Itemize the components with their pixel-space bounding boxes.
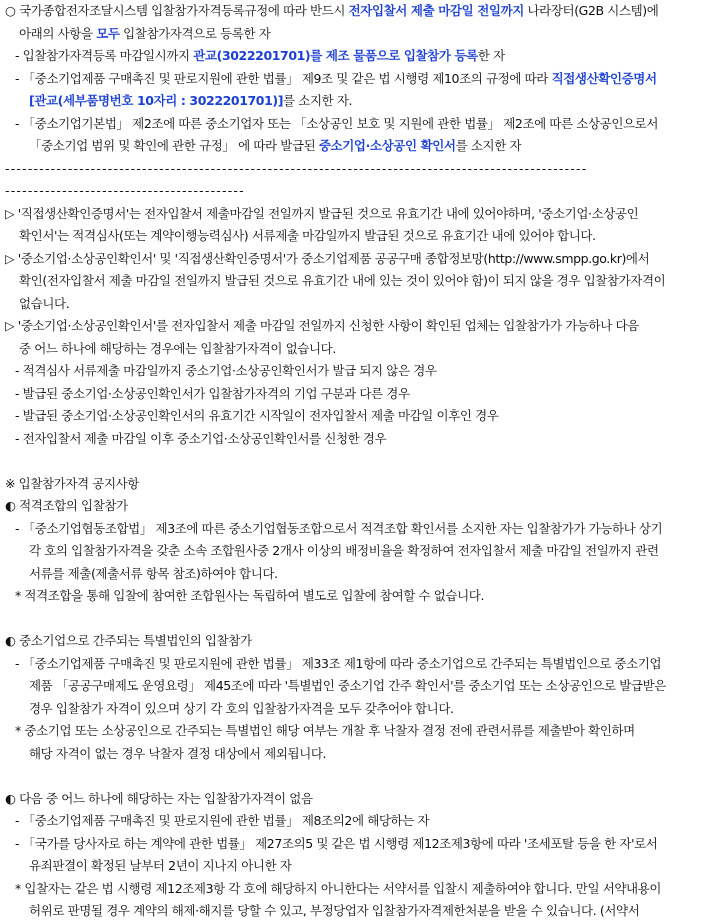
disqualify-case-3: - 발급된 중소기업·소상공인확인서의 유효기간 시작일이 전자입찰서 제출 마감일 이후인 경우	[15, 408, 499, 423]
note-validity-line-2: 확인서'는 적격심사(또는 계약이행능력심사) 서류제출 마감일까지 발급된 것으로 유효기간 내에 있어야 합니다.	[19, 228, 596, 243]
special-corp-footnote-1: * 중소기업 또는 소상공인으로 간주되는 특별법인 해당 여부는 개찰 후 낙찰자 결정 전에 관련서류를 제출받아 확인하며	[15, 723, 635, 738]
note-smpp-line-3: 없습니다.	[19, 295, 70, 311]
special-corp-line-2: 제품 「공공구매제도 운영요령」 제45조에 따라 '특별법인 중소기업 간주 확인서'를 중소기업 또는 소상공인으로 발급받은	[29, 678, 666, 693]
disqualify-case-4: - 전자입찰서 제출 마감일 이후 중소기업·소상공인확인서를 신청한 경우	[15, 430, 387, 446]
special-corp-heading: ◐ 중소기업으로 간주되는 특별법인의 입찰참가	[5, 633, 252, 648]
sme-certificate-item-line-1: - 「중소기업기본법」 제2조에 따른 중소기업자 또는 「소상공인 보호 및 지원에 관한 법률」 제2조에 따른 소상공인으로서	[15, 115, 659, 131]
note-application-line-2: 중 어느 하나에 해당하는 경우에는 입찰참가자격이 없습니다.	[19, 340, 336, 356]
spacer	[5, 450, 714, 473]
sme-certificate-item-line-2: 「중소기업 범위 및 확인에 관한 규정」 에 따라 발급된 중소기업·소상공인 확인서를 소지한 자	[29, 138, 522, 153]
registration-deadline-item: - 입찰참가자격등록 마감일시까지 관교(3022201701)를 제조 물품으로 입찰참가 등록한 자	[15, 48, 505, 63]
special-corp-footnote-2: 해당 자격이 없는 경우 낙찰자 결정 대상에서 제외됩니다.	[29, 745, 327, 761]
ineligible-heading: ◐ 다음 중 어느 하나에 해당하는 자는 입찰참가자격이 없음	[5, 790, 313, 806]
pledge-footnote-line-2: 허위로 판명될 경우 계약의 해제·해지를 당할 수 있고, 부정당업자 입찰참가자격제한처분을 받을 수 있습니다. (서약서	[29, 903, 640, 918]
notice-section-title: ※ 입찰참가자격 공지사항	[5, 475, 139, 491]
cooperative-line-2: 각 호의 입찰참가자격을 갖춘 소속 조합원사중 2개사 이상의 배정비율을 확정하여 전자입찰서 제출 마감일 전일까지 관련	[29, 543, 659, 558]
qualification-main-line-2: 아래의 사항을 모두 입찰참가자격으로 등록한 자	[19, 25, 271, 41]
pledge-footnote-line-1: * 입찰자는 같은 법 시행령 제12조제3항 각 호에 해당하지 아니한다는 서약서를 입찰시 제출하여야 합니다. 만일 서약내용이	[15, 880, 662, 896]
ineligible-item-2-line-2: 유죄판결이 확정된 날부터 2년이 지나지 아니한 자	[29, 858, 292, 873]
qualification-main-line-1: ○ 국가종합전자조달시스템 입찰참가자격등록규정에 따라 반드시 전자입찰서 제출 마감일 전일까지 나라장터(G2B 시스템)에	[5, 3, 659, 18]
cooperative-footnote: * 적격조합을 통해 입찰에 참여한 조합원사는 독립하여 별도로 입찰에 참여할 수 없습니다.	[15, 588, 485, 603]
ineligible-item-1: - 「중소기업제품 구매촉진 및 판로지원에 관한 법률」 제8조의2에 해당하는 자	[15, 813, 430, 828]
cooperative-line-1: - 「중소기업협동조합법」 제3조에 따른 중소기업협동조합으로서 적격조합 확인서를 소지한 자는 입찰참가가 가능하나 상기	[15, 520, 663, 536]
disqualify-case-1: - 적격심사 서류제출 마감일까지 중소기업·소상공인확인서가 발급 되지 않은 경우	[15, 363, 437, 378]
disqualify-case-2: - 발급된 중소기업·소상공인확인서가 입찰참가자격의 기업 구분과 다른 경우	[15, 385, 410, 401]
note-validity-line-1: ▷ '직접생산확인증명서'는 전자입찰서 제출마감일 전일까지 발급된 것으로 유효기간 내에 있어야하며, '중소기업·소상공인	[5, 205, 639, 221]
separator-line-1: ------------------------------------------------------------------------------------------------------	[5, 160, 588, 176]
cooperative-heading: ◐ 적격조합의 입찰참가	[5, 498, 128, 513]
note-smpp-line-2: 확인(전자입찰서 제출 마감일 전일까지 발급된 것으로 유효기간 내에 있는 것이 있어야 함)이 되지 않을 경우 입찰참가자격이	[19, 273, 666, 288]
spacer	[5, 765, 714, 788]
ineligible-item-2-line-1: - 「국가를 당사자로 하는 계약에 관한 법률」 제27조의5 및 같은 법 시행령 제12조제3항에 따라 '조세포탈 등을 한 자'로서	[15, 835, 658, 851]
special-corp-line-1: - 「중소기업제품 구매촉진 및 판로지원에 관한 법률」 제33조 제1항에 따라 중소기업으로 간주되는 특별법인으로 중소기업	[15, 655, 662, 671]
direct-production-item-line-1: - 「중소기업제품 구매촉진 및 판로지원에 관한 법률」 제9조 및 같은 법 시행령 제10조의 규정에 따라 직접생산확인증명서	[15, 70, 657, 86]
note-smpp-line-1: ▷ '중소기업·소상공인확인서' 및 '직접생산확인증명서'가 중소기업제품 공공구매 종합정보망(http://www.smpp.go.kr)에서	[5, 250, 650, 266]
separator-line-2: ------------------------------------------	[5, 183, 245, 198]
direct-production-item-line-2: [관교(세부품명번호 10자리 : 3022201701)]를 소지한 자.	[29, 93, 353, 108]
spacer	[5, 608, 714, 631]
special-corp-line-3: 경우 입찰참가 자격이 있으며 상기 각 호의 입찰참가자격을 모두 갖추어야 합니다.	[29, 700, 454, 716]
cooperative-line-3: 서류를 제출(제출서류 항목 참조)하여야 합니다.	[29, 565, 278, 581]
note-application-line-1: ▷ '중소기업·소상공인확인서'를 전자입찰서 제출 마감일 전일까지 신청한 사항이 확인된 업체는 입찰참가가 가능하나 다음	[5, 318, 639, 333]
